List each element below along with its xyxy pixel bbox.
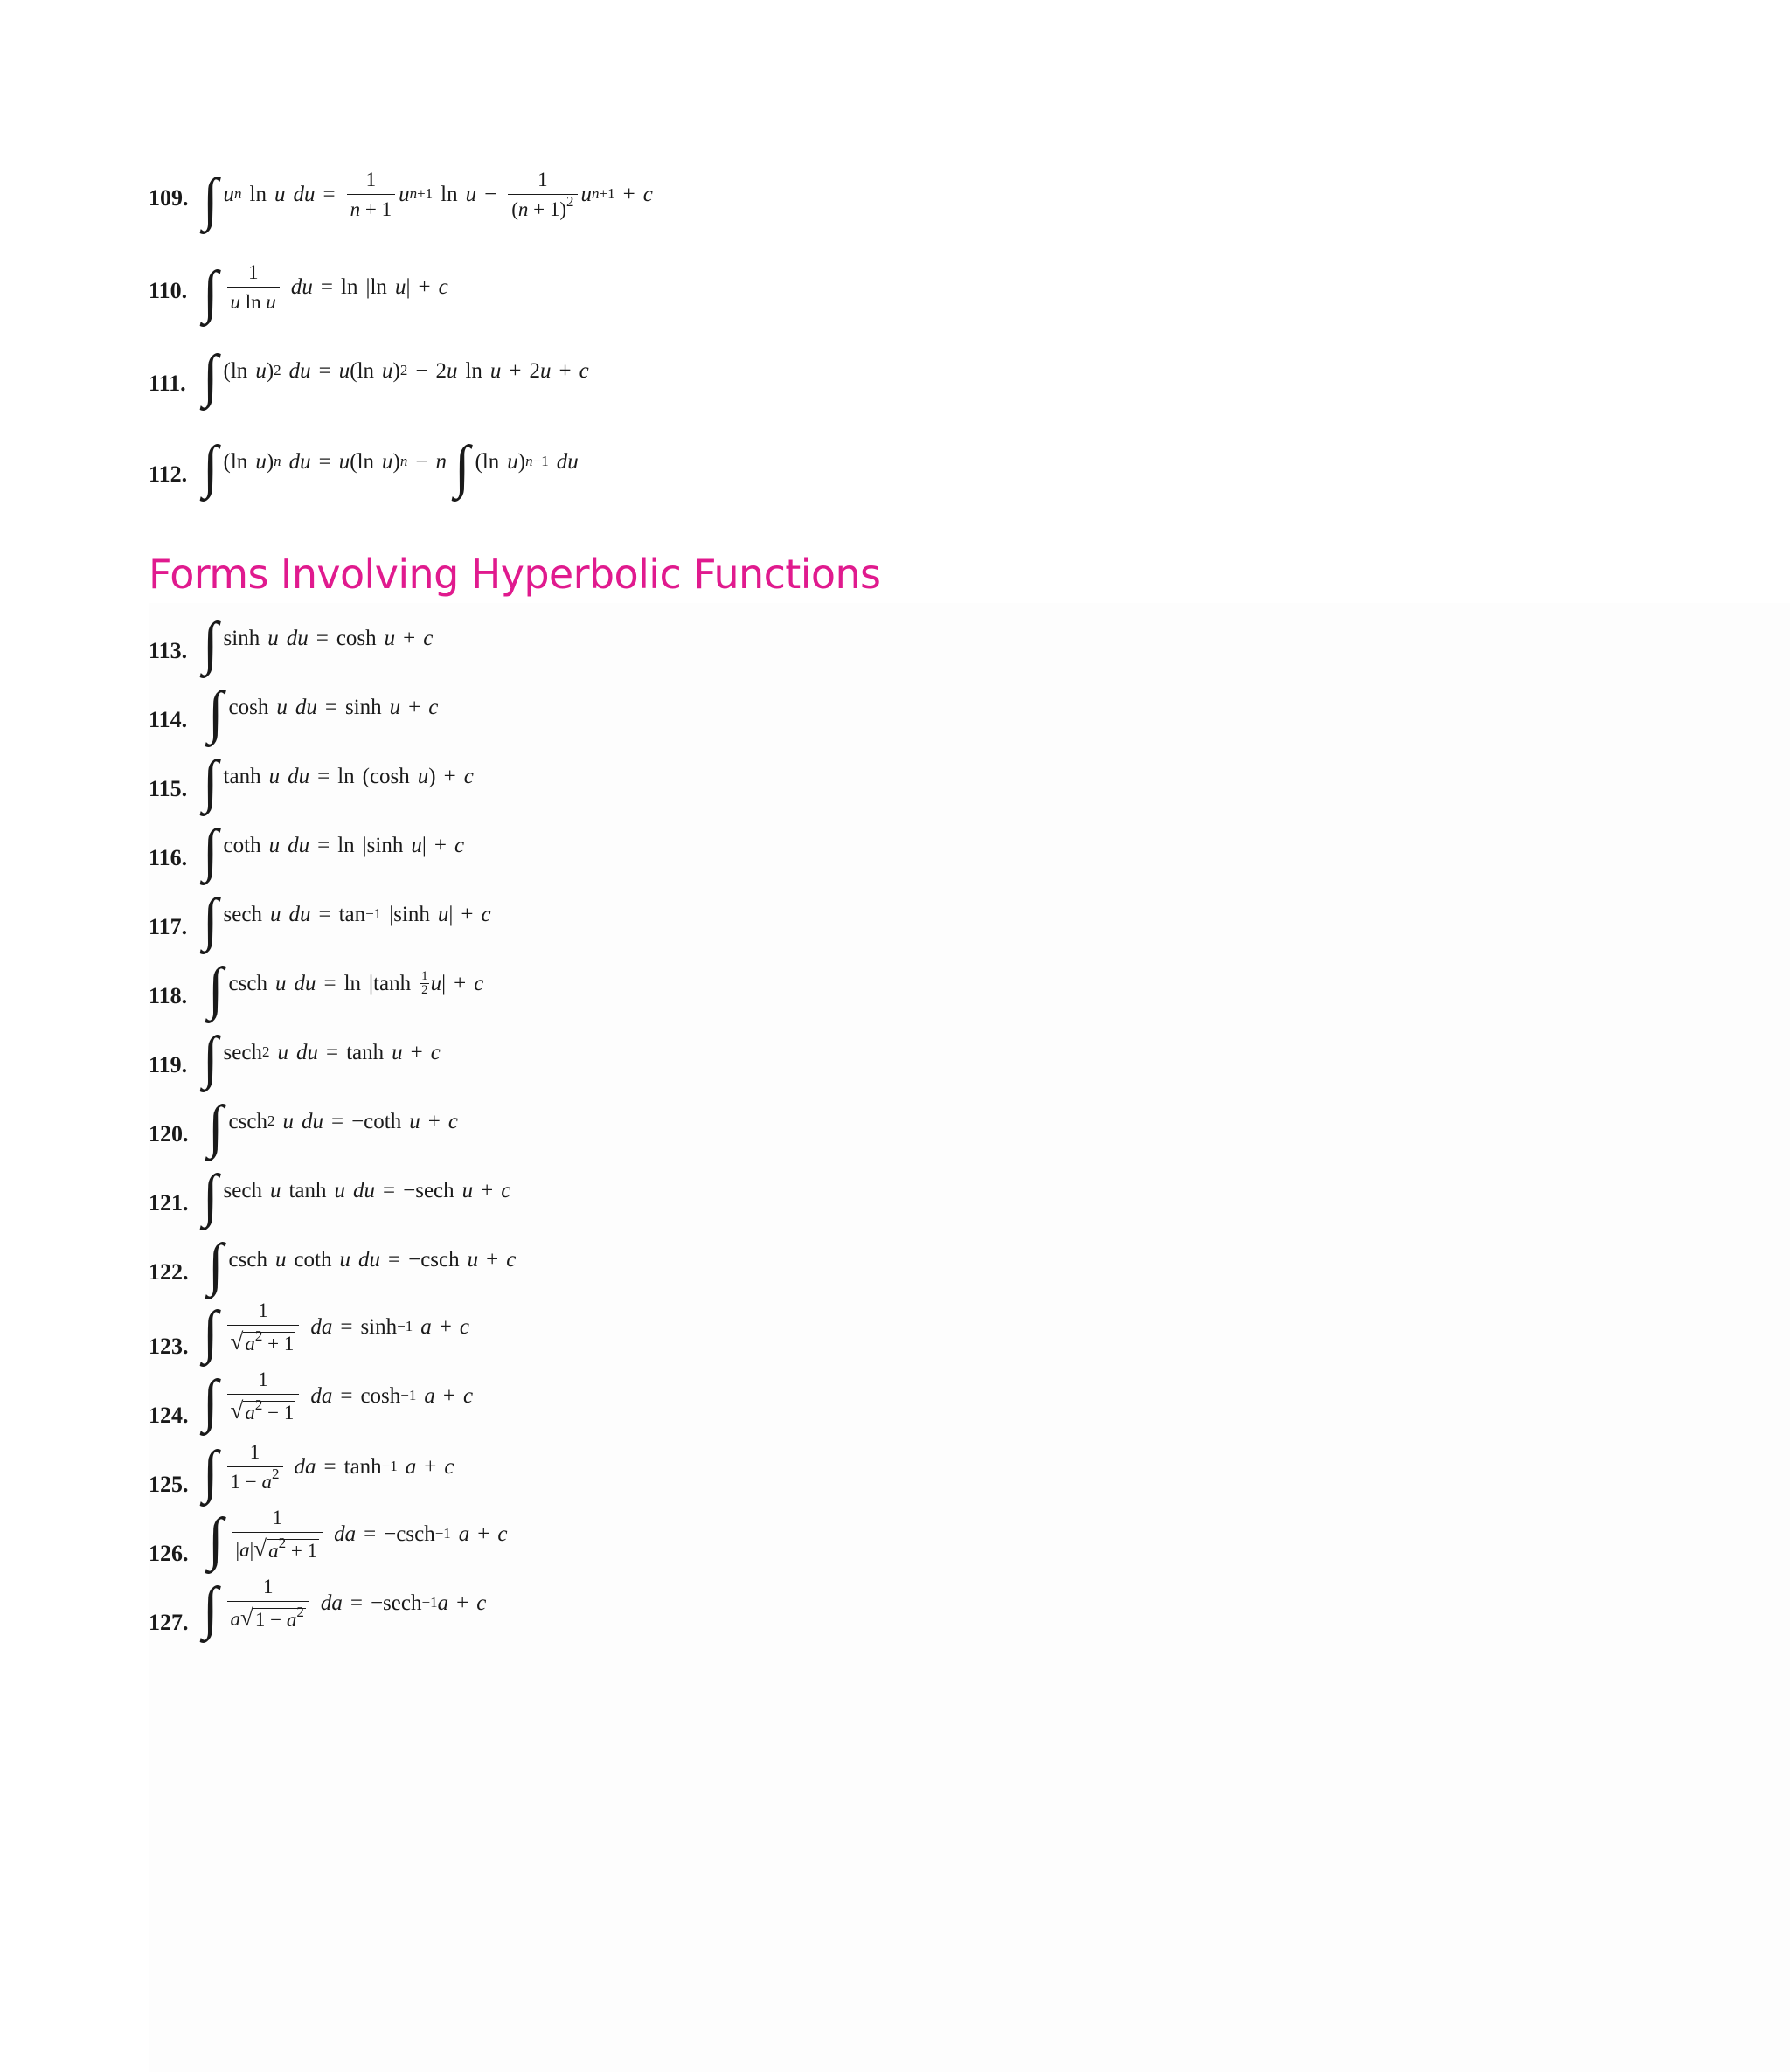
formula-expression: ∫ 1 |a| √ $a^2 + 1$ da = −csch −1 a + c [208,1506,508,1571]
formula-number: 122. [149,1259,189,1285]
integral-sign-icon: ∫ [203,1024,219,1090]
integral-sign-icon: ∫ [203,1438,219,1504]
formula-expression: ∫ $\frac{1}{\text{u ln u}}$ du = ln |ln u | + c [203,259,448,324]
integral-sign-icon: ∫ [203,259,219,324]
integral-sign-icon: ∫ [208,1231,224,1297]
formula-expression: ∫ (ln u ) n du = u (ln u ) n − n ∫ (ln u ) n−1 du [203,433,579,499]
integral-sign-icon: ∫ [203,748,219,814]
formula-expression: ∫ sech u du = tan −1 |sinh u | + c [203,886,491,952]
formula-expression: ∫ coth u du = ln |sinh u | + c [203,817,465,883]
formula-number: 109. [149,185,189,211]
formula-number: 123. [149,1334,189,1359]
formula-expression: ∫ csch u du = ln |tanh 1 2 u | + c [208,955,484,1021]
formula-number: 120. [149,1121,189,1147]
formula-number: 125. [149,1472,189,1497]
formula-expression: ∫ sinh u du = cosh u + c [203,610,434,676]
integral-sign-icon: ∫ [203,1575,219,1640]
formula-expression: ∫ csch u coth u du = −csch u + c [208,1231,517,1297]
integral-sign-icon: ∫ [203,343,219,408]
integral-sign-icon: ∫ [203,1368,219,1433]
formula-number: 113. [149,638,188,663]
integral-sign-icon: ∫ [203,886,219,952]
formula-number: 126. [149,1541,189,1566]
integral-sign-icon: ∫ [208,1506,224,1571]
formula-expression: ∫ 1 √ $a^2 + 1$ da = sinh −1 a + c [203,1299,469,1364]
integral-sign-icon: ∫ [208,679,224,745]
formula-number: 121. [149,1190,189,1216]
formula-expression: ∫ 1 a √ $1 - a^2$ da = −sech −1 a + c [203,1575,487,1640]
formula-expression: ∫ tanh u du = ln (cosh u ) + c [203,748,474,814]
integral-sign-icon: ∫ [203,1162,219,1228]
formula-expression: ∫ cosh u du = sinh u + c [208,679,439,745]
formula-expression: ∫ (ln u ) 2 du = u (ln u ) 2 − 2 u ln u + 2 u + c [203,343,589,408]
integral-sign-icon: ∫ [208,955,224,1021]
formula-number: 114. [149,707,188,732]
integral-sign-icon: ∫ [203,1299,219,1364]
formula-expression: ∫ csch 2 u du = −coth u + c [208,1093,458,1159]
formula-number: 127. [149,1610,189,1635]
formula-number: 124. [149,1403,189,1428]
integral-sign-icon: ∫ [203,166,219,232]
formula-number: 116. [149,845,188,870]
formula-number: 110. [149,278,188,303]
section-heading: Forms Involving Hyperbolic Functions [149,551,881,598]
integral-sign-icon: ∫ [203,610,219,676]
formula-expression: ∫ $\frac{1}{1 - a^2}$ da = tanh −1 a + c [203,1438,454,1504]
integral-sign-icon: ∫ [203,433,219,499]
formula-expression: ∫ 1 √ $a^2 - 1$ da = cosh −1 a + c [203,1368,474,1433]
formula-number: 118. [149,983,188,1008]
formula-number: 112. [149,461,188,487]
formula-expression: ∫ sech 2 u du = tanh u + c [203,1024,441,1090]
integral-sign-icon: ∫ [203,817,219,883]
formula-number: 117. [149,914,188,939]
integral-sign-icon: ∫ [454,433,470,499]
formula-number: 119. [149,1052,188,1078]
formula-expression: ∫ sech u tanh u du = −sech u + c [203,1162,511,1228]
formula-number: 115. [149,776,188,801]
formula-expression: ∫ u n ln u du = $\frac{1}{n + 1}$ u n+1 ln u − $\frac{1}{(n + 1)^2}$ u n+1 + c [203,166,653,232]
integral-sign-icon: ∫ [208,1093,224,1159]
formula-number: 111. [149,371,186,396]
